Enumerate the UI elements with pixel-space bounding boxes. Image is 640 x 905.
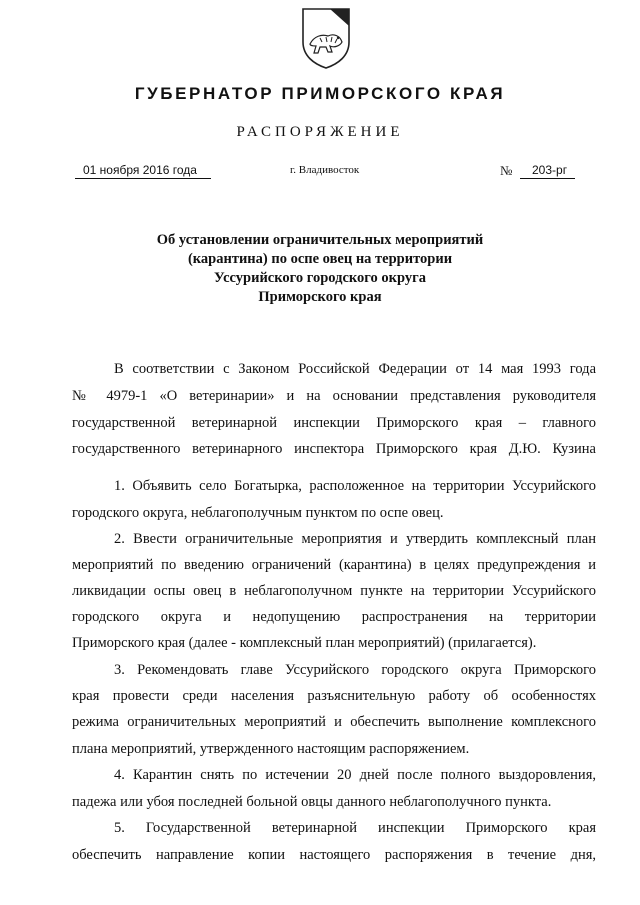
body-line: 5. Государственной ветеринарной инспекции Приморского края — [114, 820, 596, 836]
body-line: режима ограничительных мероприятий и обеспечить выполнение комплексного — [72, 714, 596, 730]
document-number: 203-рг — [520, 163, 575, 179]
body-line: мероприятий по введению ограничений (карантина) в целях предупреждения и — [72, 557, 596, 573]
issuer-title: ГУБЕРНАТОР ПРИМОРСКОГО КРАЯ — [134, 84, 506, 103]
body-line: обеспечить направление копии настоящего распоряжения в течение дня, — [72, 847, 596, 863]
subject-line: Приморского края — [258, 289, 382, 305]
body-line: государственной ветеринарной инспекции Приморского края – главного — [72, 415, 596, 431]
document-date: 01 ноября 2016 года — [75, 163, 211, 179]
document-city: г. Владивосток — [290, 164, 360, 176]
body-line: 2. Ввести ограничительные мероприятия и утвердить комплексный план — [114, 531, 596, 547]
document-subject — [140, 231, 500, 307]
body-line: В соответствии с Законом Российской Федерации от 14 мая 1993 года — [114, 361, 596, 377]
body-line: городского округа и недопущению распространения на территории — [72, 609, 596, 625]
body-line: плана мероприятий, утвержденного настоящим распоряжением. — [72, 741, 470, 757]
document-meta — [0, 163, 640, 183]
body-line: 4. Карантин снять по истечении 20 дней после полного выздоровления, — [114, 767, 596, 783]
body-line: государственного ветеринарного инспектора Приморского края Д.Ю. Кузина — [72, 441, 596, 457]
body-line: падежа или убоя последней больной овцы данного неблагополучного пункта. — [72, 794, 552, 810]
body-line: Приморского края (далее - комплексный план мероприятий) (прилагается). — [72, 635, 537, 651]
document-type: РАСПОРЯЖЕНИЕ — [236, 124, 404, 140]
subject-line: Об установлении ограничительных мероприятий — [156, 232, 484, 248]
body-line: ликвидации оспы овец в неблагополучном пункте на территории Уссурийского — [72, 583, 596, 599]
subject-line: (карантина) по оспе овец на территории — [187, 251, 453, 267]
body-line: 1. Объявить село Богатырка, расположенное на территории Уссурийского — [114, 478, 596, 494]
body-line: № 4979-1 «О ветеринарии» и на основании представления руководителя — [72, 388, 596, 404]
body-line: края провести среди населения разъяснительную работу об особенностях — [72, 688, 596, 704]
subject-line: Уссурийского городского округа — [214, 270, 426, 286]
coat-of-arms-icon — [300, 6, 352, 70]
number-sign: № — [500, 163, 513, 178]
body-line: городского округа, неблагополучным пунктом по оспе овец. — [72, 505, 444, 521]
body-line: 3. Рекомендовать главе Уссурийского городского округа Приморского — [114, 662, 596, 678]
